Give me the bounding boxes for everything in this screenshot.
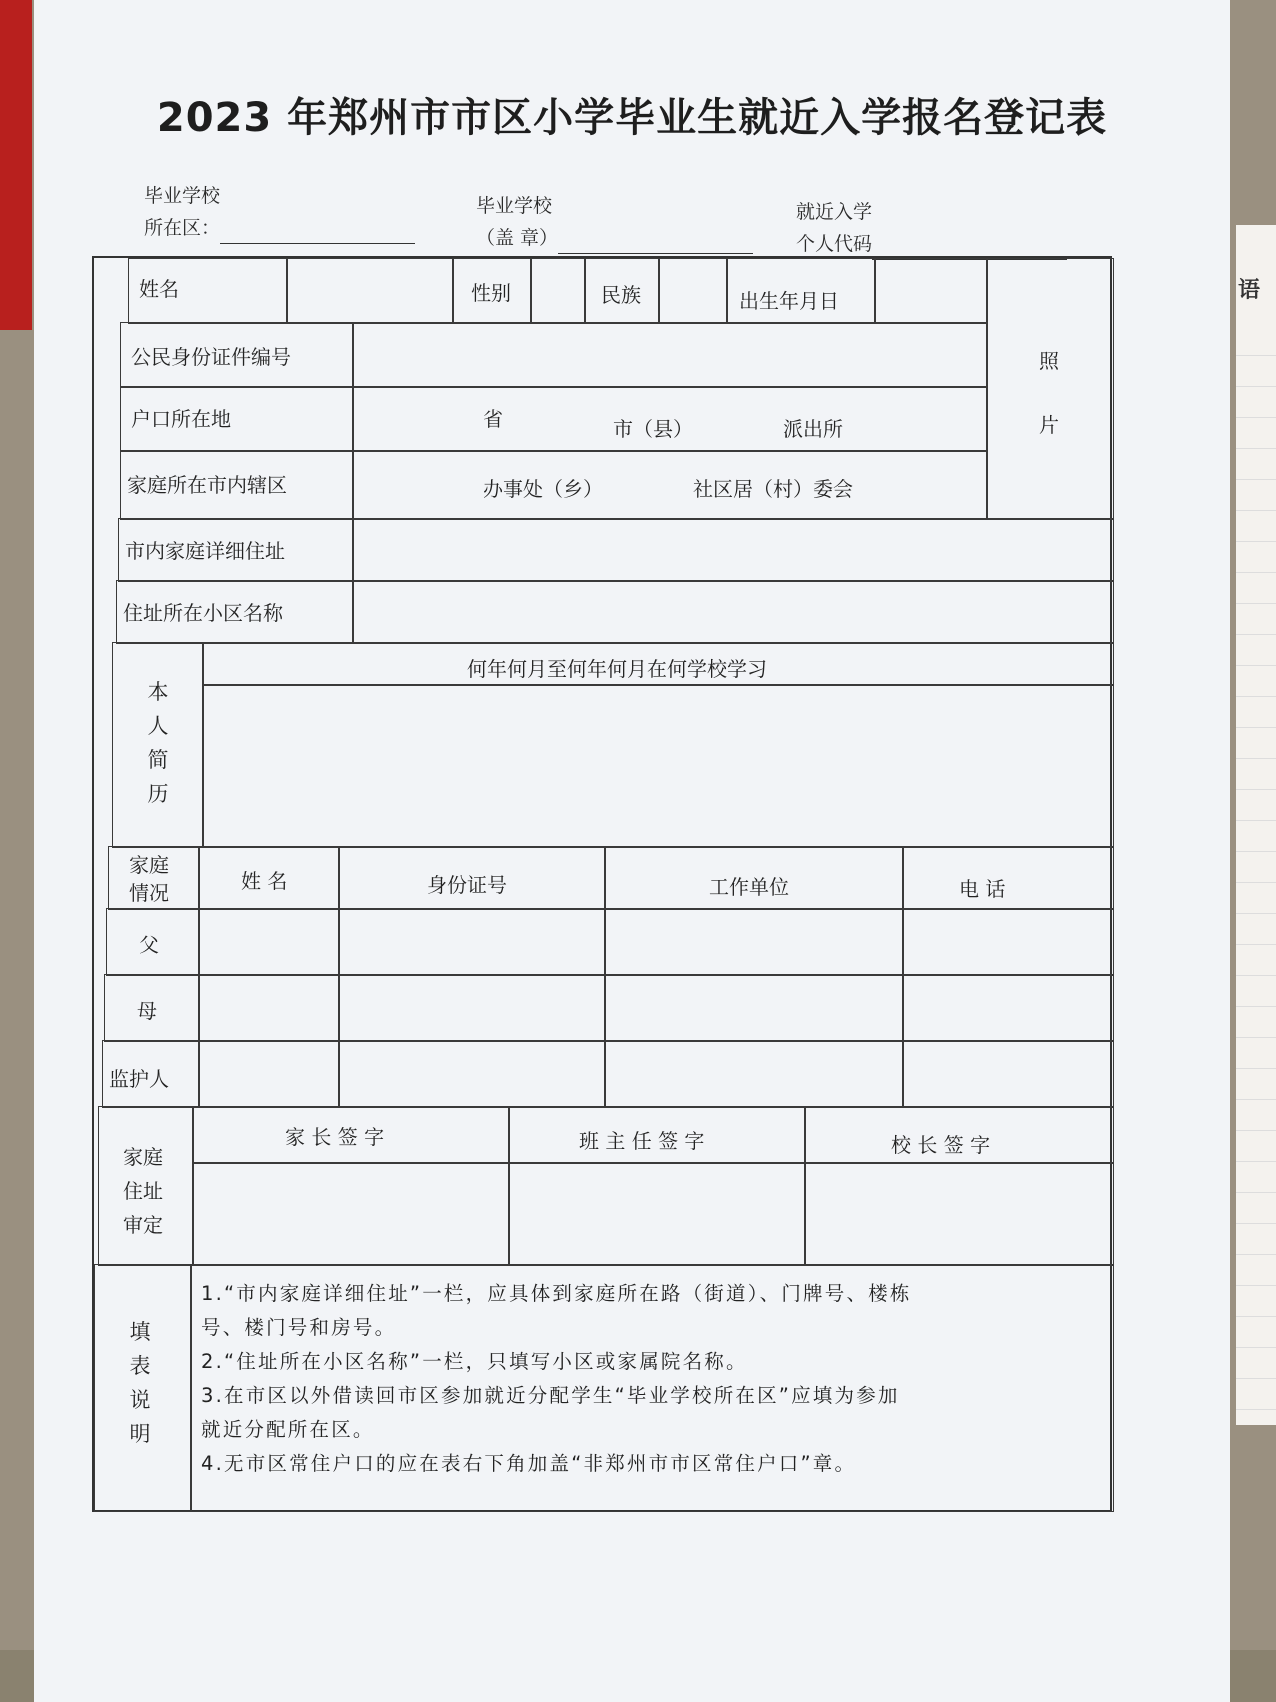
- family-col-employer-cell: [604, 846, 904, 910]
- father-id-input[interactable]: [338, 908, 606, 976]
- personal-code-label-2: 个人代码: [796, 233, 873, 255]
- instruction-line-3: 2.“住址所在小区名称”一栏，只填写小区或家属院名称。: [201, 1350, 748, 1373]
- id-number-label: 公民身份证件编号: [131, 345, 291, 369]
- review-label-1: 家庭: [123, 1145, 163, 1169]
- family-row-guardian-label-cell: [102, 1040, 200, 1108]
- home-district-label-cell: [120, 450, 354, 520]
- school-district-blank[interactable]: [220, 218, 415, 244]
- mother-phone-input[interactable]: [902, 974, 1114, 1042]
- instruction-line-5: 就近分配所在区。: [201, 1418, 375, 1441]
- family-row-father-label-cell: [106, 908, 200, 976]
- family-row-mother-label-cell: [104, 974, 200, 1042]
- photo-label-2: 片: [1039, 413, 1059, 437]
- instruction-line-4: 3.在市区以外借读回市区参加就近分配学生“毕业学校所在区”应填为参加: [201, 1384, 900, 1407]
- school-seal-label-2: （盖 章）: [476, 227, 559, 249]
- father-name-input[interactable]: [198, 908, 340, 976]
- review-label-3: 审定: [123, 1213, 163, 1237]
- resume-label-cell: [112, 642, 204, 848]
- birth-date-input[interactable]: [874, 258, 988, 324]
- father-phone-input[interactable]: [902, 908, 1114, 976]
- review-label-2: 住址: [123, 1179, 163, 1203]
- ethnicity-input[interactable]: [658, 258, 728, 324]
- address-detail-label: 市内家庭详细住址: [125, 539, 285, 563]
- city-label: 市（县）: [613, 417, 693, 441]
- subdistrict-label: 办事处（乡）: [483, 477, 603, 501]
- resume-header-cell: [202, 642, 1114, 686]
- mother-id-input[interactable]: [338, 974, 606, 1042]
- birth-date-label-cell: [726, 258, 876, 324]
- resume-header: 何年何月至何年何月在何学校学习: [467, 657, 767, 681]
- photo-box[interactable]: [986, 258, 1114, 520]
- school-district-label-1: 毕业学校: [144, 185, 221, 207]
- family-col-phone-cell: [902, 846, 1114, 910]
- teacher-sign-label: 班 主 任 签 字: [579, 1129, 705, 1153]
- province-label: 省: [483, 407, 503, 431]
- resume-input[interactable]: [202, 684, 1114, 848]
- family-col-name-cell: [198, 846, 340, 910]
- family-col-name: 姓 名: [241, 869, 288, 893]
- personal-code-field[interactable]: [796, 196, 1067, 260]
- photo-label-1: 照: [1039, 349, 1059, 373]
- gender-label: 性别: [471, 281, 511, 305]
- hukou-label: 户口所在地: [131, 407, 231, 431]
- registration-form: [92, 256, 1112, 1512]
- guardian-id-input[interactable]: [338, 1040, 606, 1108]
- police-station-label: 派出所: [783, 417, 843, 441]
- family-col-phone: 电 话: [959, 877, 1006, 901]
- birth-date-label: 出生年月日: [739, 289, 839, 313]
- community-name-label: 住址所在小区名称: [123, 601, 283, 625]
- family-label-cell: [108, 846, 200, 910]
- family-row-guardian-label: 监护人: [109, 1067, 169, 1091]
- instructions-char-3: 说: [129, 1388, 151, 1412]
- father-employer-input[interactable]: [604, 908, 904, 976]
- hukou-input[interactable]: [352, 386, 988, 452]
- school-district-field[interactable]: [144, 180, 415, 244]
- principal-sign-label-cell: [804, 1106, 1114, 1164]
- background-notebook: [1236, 225, 1276, 1425]
- principal-signature-area[interactable]: [804, 1162, 1114, 1266]
- instruction-line-2: 号、楼门号和房号。: [201, 1316, 397, 1339]
- ethnicity-label-cell: [584, 258, 660, 324]
- instructions-label-cell: [94, 1264, 192, 1512]
- mother-name-input[interactable]: [198, 974, 340, 1042]
- parent-signature-area[interactable]: [192, 1162, 510, 1266]
- id-number-label-cell: [120, 322, 354, 388]
- school-seal-label-1: 毕业学校: [476, 195, 553, 217]
- school-district-label-2: 所在区：: [144, 217, 221, 239]
- instructions-char-2: 表: [129, 1354, 151, 1378]
- review-label-cell: [98, 1106, 194, 1266]
- school-seal-blank[interactable]: [558, 228, 753, 254]
- resume-label-char-4: 历: [147, 782, 169, 806]
- background-red-object: [0, 0, 32, 330]
- notebook-text-fragment: 语: [1238, 278, 1261, 303]
- instruction-line-1: 1.“市内家庭详细住址”一栏，应具体到家庭所在路（街道）、门牌号、楼栋: [201, 1282, 912, 1305]
- community-name-input[interactable]: [352, 580, 1114, 644]
- parent-sign-label: 家 长 签 字: [285, 1125, 385, 1149]
- address-detail-label-cell: [118, 518, 354, 582]
- address-detail-input[interactable]: [352, 518, 1114, 582]
- personal-code-label-1: 就近入学: [796, 201, 873, 223]
- parent-sign-label-cell: [192, 1106, 510, 1164]
- teacher-sign-label-cell: [508, 1106, 806, 1164]
- community-label: 社区居（村）委会: [693, 477, 853, 501]
- family-col-id-cell: [338, 846, 606, 910]
- family-label-2: 情况: [129, 881, 169, 905]
- family-col-employer: 工作单位: [709, 875, 789, 899]
- resume-label-char-2: 人: [147, 714, 169, 738]
- instructions-cell: [190, 1264, 1114, 1512]
- name-input[interactable]: [286, 258, 454, 324]
- family-label-1: 家庭: [129, 853, 169, 877]
- form-title: 2023 年郑州市市区小学毕业生就近入学报名登记表: [156, 95, 1108, 141]
- gender-input[interactable]: [530, 258, 586, 324]
- ethnicity-label: 民族: [601, 283, 641, 307]
- name-label: 姓名: [139, 277, 179, 301]
- school-seal-field[interactable]: [476, 190, 753, 254]
- name-label-cell: [128, 258, 288, 324]
- principal-sign-label: 校 长 签 字: [891, 1133, 991, 1157]
- resume-label-char-1: 本: [147, 680, 169, 704]
- guardian-phone-input[interactable]: [902, 1040, 1114, 1108]
- home-district-input[interactable]: [352, 450, 988, 520]
- guardian-employer-input[interactable]: [604, 1040, 904, 1108]
- family-row-mother-label: 母: [137, 999, 157, 1023]
- guardian-name-input[interactable]: [198, 1040, 340, 1108]
- instruction-line-6: 4.无市区常住户口的应在表右下角加盖“非郑州市市区常住户口”章。: [201, 1452, 857, 1475]
- mother-employer-input[interactable]: [604, 974, 904, 1042]
- resume-label-char-3: 简: [147, 748, 169, 772]
- id-number-input[interactable]: [352, 322, 988, 388]
- instructions-text: [201, 1277, 1101, 1481]
- gender-label-cell: [452, 258, 532, 324]
- family-col-id: 身份证号: [427, 873, 507, 897]
- teacher-signature-area[interactable]: [508, 1162, 806, 1266]
- family-row-father-label: 父: [139, 933, 159, 957]
- instructions-char-4: 明: [129, 1422, 151, 1446]
- hukou-label-cell: [120, 386, 354, 452]
- community-name-label-cell: [116, 580, 354, 644]
- home-district-label: 家庭所在市内辖区: [127, 473, 287, 497]
- instructions-char-1: 填: [129, 1320, 151, 1344]
